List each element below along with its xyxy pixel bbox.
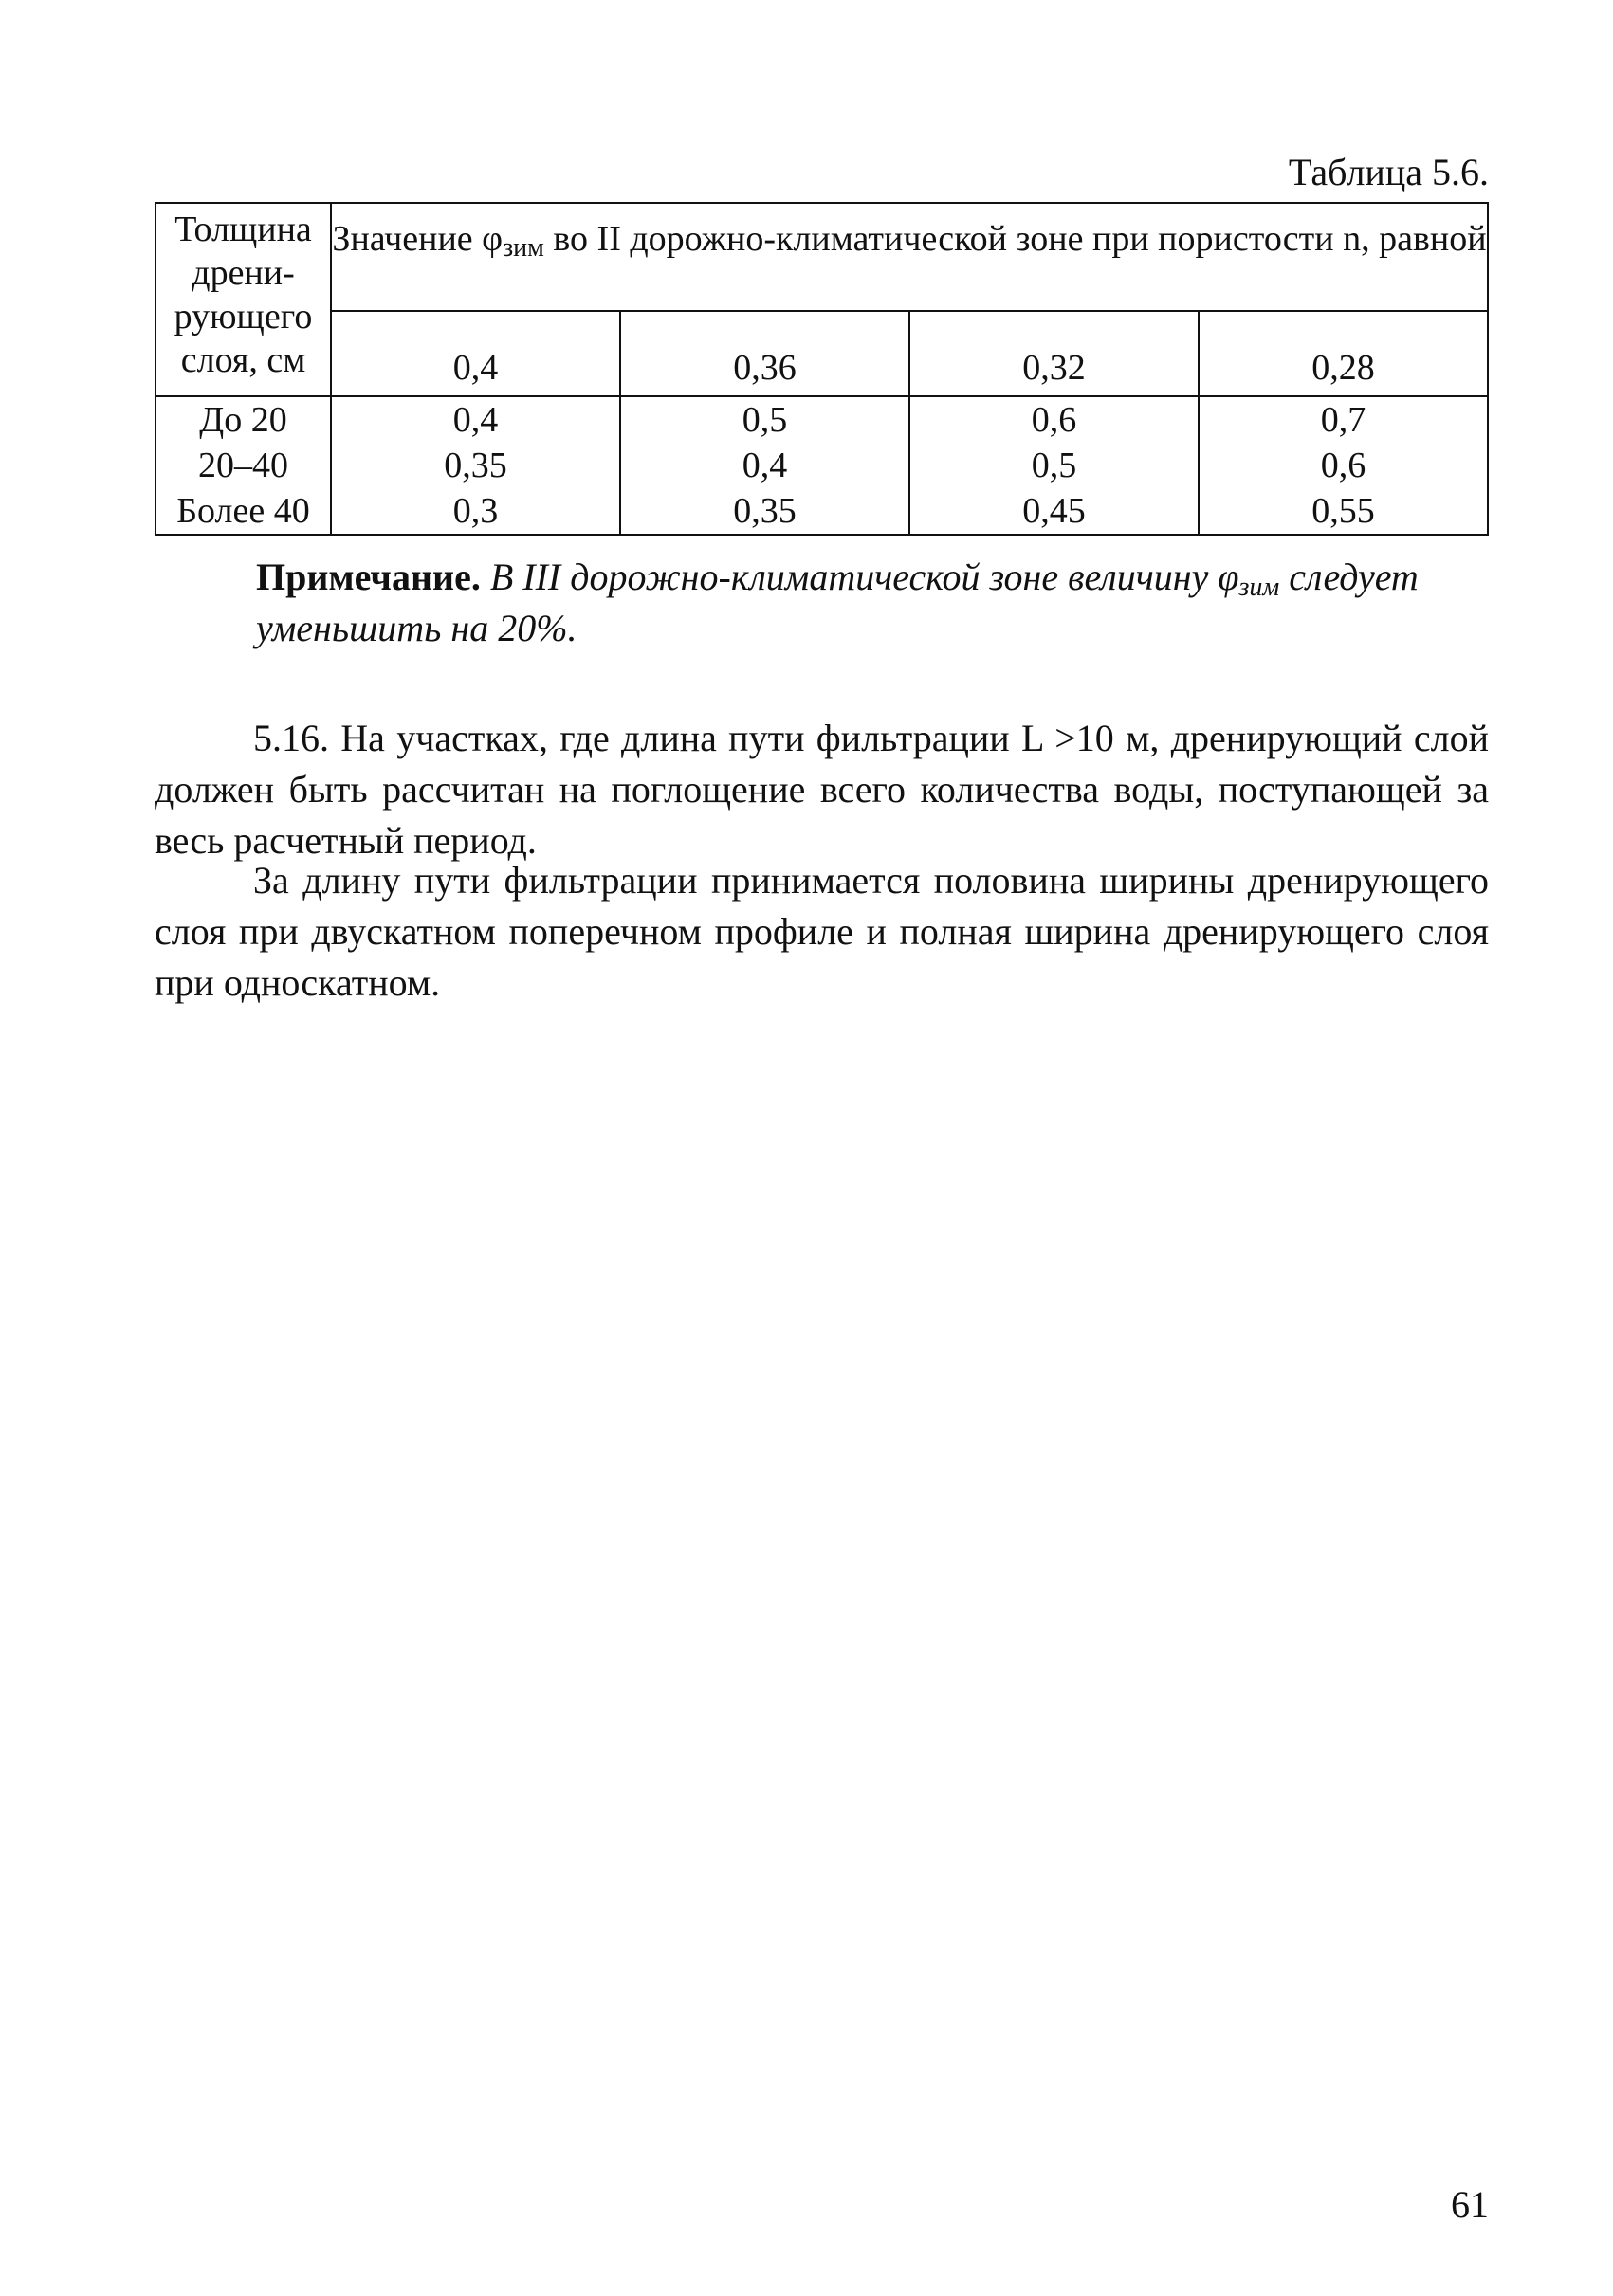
table-caption: Таблица 5.6. <box>1288 151 1489 193</box>
header-phi-prefix: Значение φ <box>332 219 504 259</box>
header-phi-suffix: во II дорожно-климатической зоне при пористости n, равной <box>543 219 1487 259</box>
table-row <box>156 396 1488 443</box>
cell-value: 0,55 <box>1199 488 1488 535</box>
cell-value: 0,4 <box>331 396 620 443</box>
note-text-prefix: В III дорожно-климатической зоне величину φ <box>480 556 1239 598</box>
note-phi-subscript: зим <box>1238 573 1280 602</box>
cell-value: 0,5 <box>909 443 1199 488</box>
cell-value: 0,35 <box>620 488 909 535</box>
cell-value: 0,3 <box>331 488 620 535</box>
paragraph-filtration-length: За длину пути фильтрации принимается половина ширины дренирующего слоя при двускатном поперечном профиле и полная ширина дренирующего слоя при односкатном. <box>155 859 1489 1004</box>
cell-value: 0,35 <box>331 443 620 488</box>
table-row <box>156 488 1488 535</box>
page-number: 61 <box>1451 2183 1489 2226</box>
header-porosity: 0,36 <box>620 311 909 396</box>
cell-thickness: 20–40 <box>156 443 331 488</box>
header-phi-subscript: зим <box>503 233 544 263</box>
header-porosity: 0,32 <box>909 311 1199 396</box>
data-table <box>155 202 1489 536</box>
header-porosity: 0,4 <box>331 311 620 396</box>
cell-thickness: До 20 <box>156 396 331 443</box>
header-porosity: 0,28 <box>1199 311 1488 396</box>
cell-value: 0,6 <box>1199 443 1488 488</box>
note-text-suffix: следует уменьшить на 20%. <box>256 556 1419 649</box>
note-label: Примечание. <box>256 556 481 598</box>
cell-value: 0,45 <box>909 488 1199 535</box>
table-row <box>156 443 1488 488</box>
header-thickness: Толщина дрени- рующего слоя, см <box>156 203 331 396</box>
cell-value: 0,7 <box>1199 396 1488 443</box>
paragraph-5-16: 5.16. На участках, где длина пути фильтрации L >10 м, дренирующий слой должен быть рассчитан на поглощение всего количества воды, поступающей за весь расчетный период. <box>155 717 1489 862</box>
table-note <box>256 552 1489 654</box>
header-phi-value <box>331 203 1488 311</box>
cell-value: 0,5 <box>620 396 909 443</box>
cell-value: 0,4 <box>620 443 909 488</box>
cell-value: 0,6 <box>909 396 1199 443</box>
cell-thickness: Более 40 <box>156 488 331 535</box>
